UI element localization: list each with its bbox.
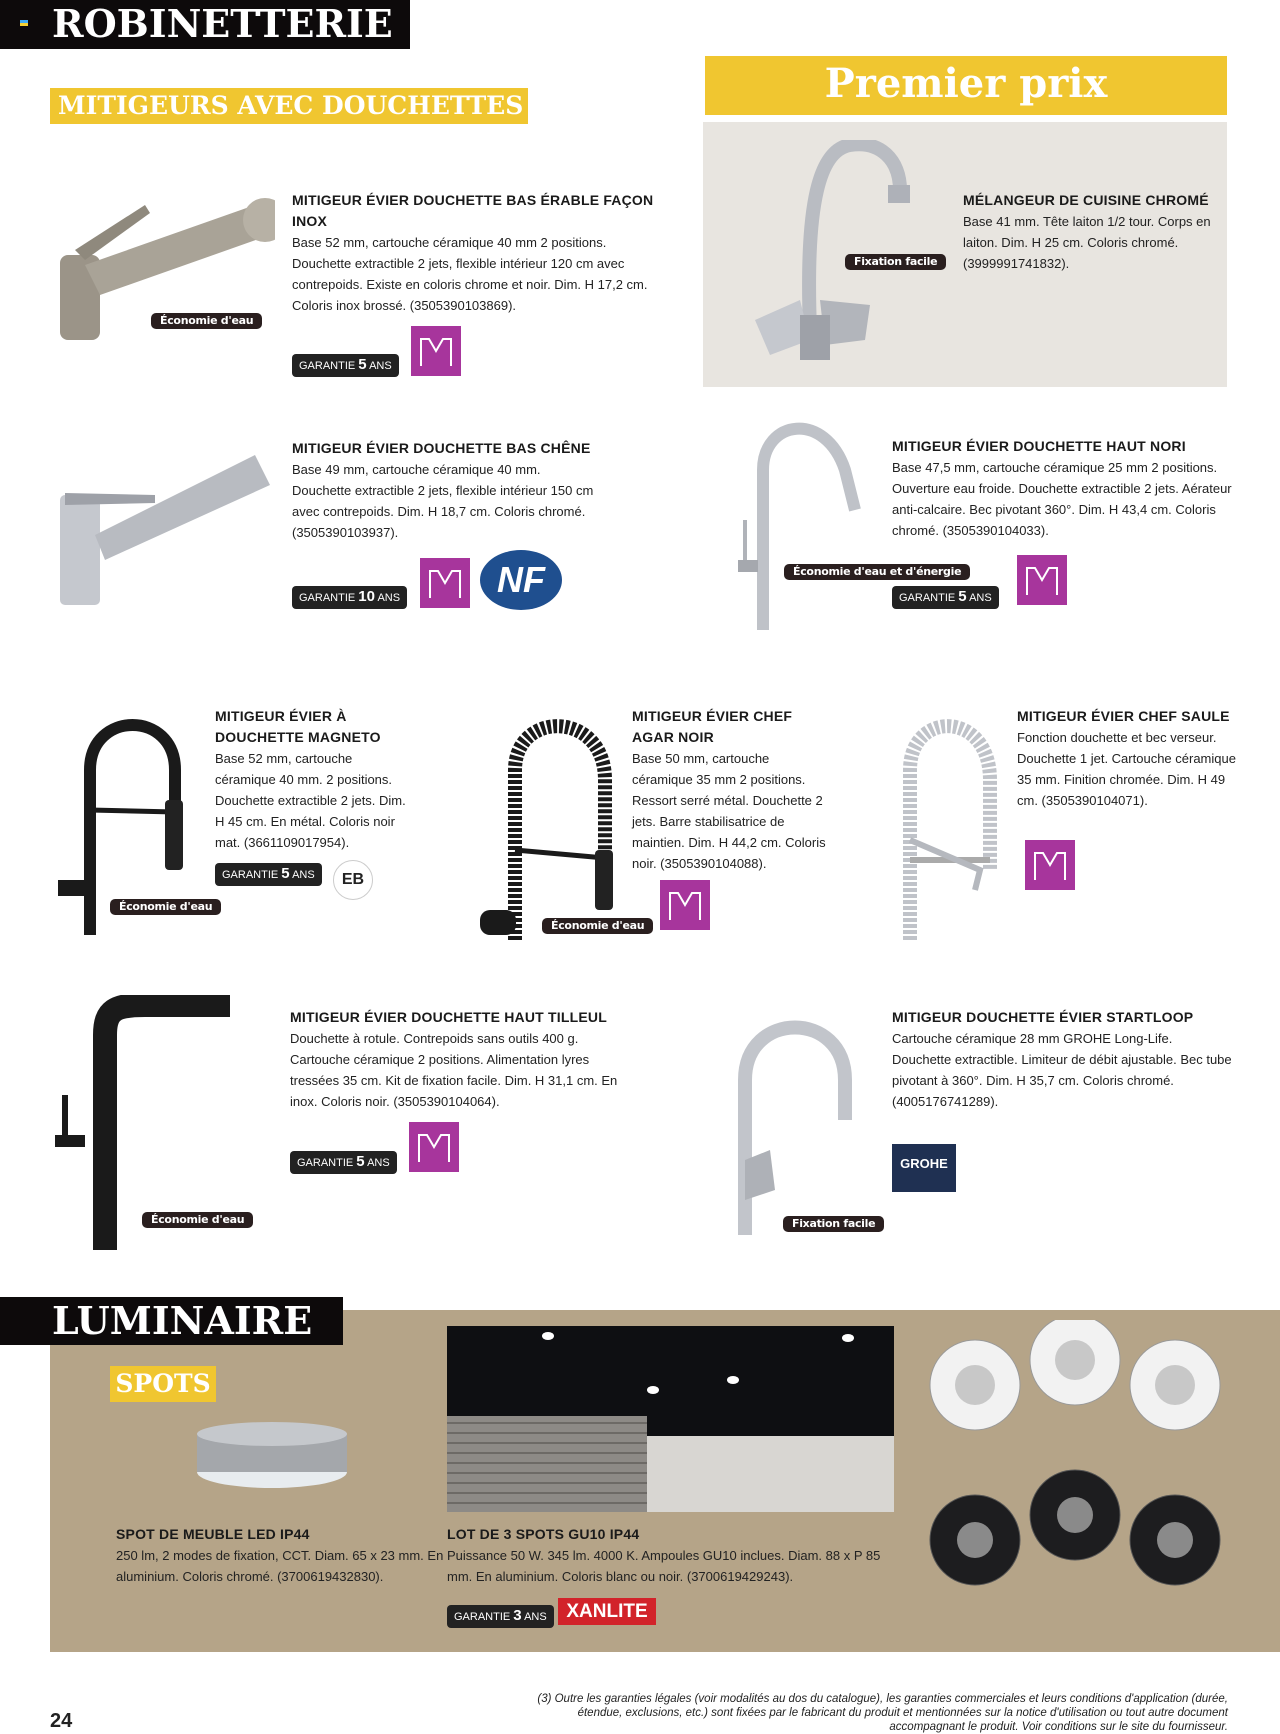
product-image-startloop — [720, 1010, 860, 1240]
product-image-nori — [735, 410, 865, 635]
product-erable — [292, 190, 662, 316]
page-number: 24 — [50, 1710, 73, 1732]
nf-logo: NF — [480, 550, 562, 610]
ambiance-photo — [447, 1326, 894, 1512]
product-nori — [892, 436, 1232, 541]
product-startloop — [892, 1007, 1232, 1112]
mode-de-vie-logo — [420, 558, 470, 608]
mode-de-vie-logo — [1017, 555, 1067, 605]
mode-de-vie-logo — [1025, 840, 1075, 890]
feature-tag: Économie d'eau — [542, 918, 653, 934]
xanlite-logo: XANLITE — [558, 1598, 656, 1625]
product-title: MITIGEUR ÉVIER DOUCHETTE HAUT TILLEUL — [290, 1009, 607, 1025]
product-image-spots-gu10 — [925, 1320, 1235, 1605]
mode-de-vie-logo — [409, 1122, 459, 1172]
section-title: ROBINETTERIE — [52, 1, 393, 46]
mode-de-vie-logo — [411, 326, 461, 376]
product-spot-meuble — [116, 1524, 456, 1587]
subsection-title: MITIGEURS AVEC DOUCHETTES — [50, 88, 528, 124]
product-melangeur — [963, 190, 1213, 274]
product-description: Douchette à rotule. Contrepoids sans outils 400 g. Cartouche céramique 2 positions. Alimentation lyres tressées 35 cm. Kit de fixation facile. Dim. H 31,1 cm. En inox. Coloris noir. (3505390104064). — [290, 1031, 618, 1109]
feature-tag: Fixation facile — [845, 254, 946, 270]
product-description: Base 49 mm, cartouche céramique 40 mm. Douchette extractible 2 jets, flexible intérieur 150 cm avec contrepoids. Dim. H 18,7 cm. Coloris chromé. (3505390103937). — [292, 462, 594, 540]
garantie-badge: GARANTIE 10 ANS — [292, 586, 407, 609]
product-magneto — [215, 706, 415, 853]
spots-label: SPOTS — [110, 1366, 216, 1402]
product-description: Base 41 mm. Tête laiton 1/2 tour. Corps en laiton. Dim. H 25 cm. Coloris chromé. (3999991741832). — [963, 214, 1211, 271]
grohe-logo: GROHE — [892, 1144, 956, 1192]
product-title: MÉLANGEUR DE CUISINE CHROMÉ — [963, 192, 1209, 208]
section-header-robinetterie — [0, 0, 410, 49]
product-title: MITIGEUR ÉVIER DOUCHETTE HAUT NORI — [892, 438, 1186, 454]
product-description: Base 47,5 mm, cartouche céramique 25 mm 2 positions. Ouverture eau froide. Douchette extractible 2 jets. Aérateur anti-calcaire. Bec pivotant 360°. Dim. H 43,4 cm. Coloris chromé. (3505390104033). — [892, 460, 1232, 538]
product-title: MITIGEUR DOUCHETTE ÉVIER STARTLOOP — [892, 1009, 1194, 1025]
garantie-badge: GARANTIE 5 ANS — [292, 354, 399, 377]
garantie-badge: GARANTIE 3 ANS — [447, 1605, 554, 1628]
product-image-saule — [880, 710, 1005, 945]
feature-tag: Fixation facile — [783, 1216, 884, 1232]
product-lot-spots — [447, 1524, 907, 1587]
product-description: Base 52 mm, cartouche céramique 40 mm 2 positions. Douchette extractible 2 jets, flexible intérieur 120 cm avec contrepoids. Existe en coloris chrome et noir. Dim. H 17,2 cm. Coloris inox brossé. (3505390103869). — [292, 235, 648, 313]
product-tilleul — [290, 1007, 620, 1112]
mode-de-vie-logo — [660, 880, 710, 930]
product-agar — [632, 706, 832, 874]
product-image-spot-meuble — [195, 1420, 350, 1490]
product-description: Puissance 50 W. 345 lm. 4000 K. Ampoules GU10 inclues. Diam. 88 x P 85 mm. En aluminium. Coloris blanc ou noir. (3700619429243). — [447, 1548, 881, 1584]
product-image-chene — [55, 445, 275, 615]
section-header-luminaire: LUMINAIRE — [0, 1297, 343, 1345]
product-title: MITIGEUR ÉVIER DOUCHETTE BAS CHÊNE — [292, 440, 591, 456]
feature-tag: Économie d'eau — [142, 1212, 253, 1228]
product-title: MITIGEUR ÉVIER À DOUCHETTE MAGNETO — [215, 708, 381, 745]
product-description: Cartouche céramique 28 mm GROHE Long-Life. Douchette extractible. Limiteur de débit ajustable. Bec tube pivotant à 360°. Dim. H 35,7 cm. Coloris chromé. (4005176741289). — [892, 1031, 1232, 1109]
footnote: (3) Outre les garanties légales (voir modalités au dos du catalogue), les garanties commerciales et leurs conditions d'application (durée, étendue, exclusions, etc.) sont fixées par le fabricant du produit et mentionnées sur la notice d'utilisation ou tout autre document accompagnant le produit. Voir conditions sur le site du fournisseur. — [537, 1693, 1228, 1733]
product-image-agar — [475, 710, 615, 945]
product-description: Base 50 mm, cartouche céramique 35 mm 2 positions. Ressort serré métal. Douchette 2 jets. Barre stabilisatrice de maintien. Dim. H 44,2 cm. Coloris noir. (3505390104088). — [632, 751, 826, 871]
feature-tag: Économie d'eau — [110, 899, 221, 915]
product-chene — [292, 438, 602, 543]
product-description: Base 52 mm, cartouche céramique 40 mm. 2 positions. Douchette extractible 2 jets. Dim. H 45 cm. En métal. Coloris noir mat. (3661109017954). — [215, 751, 406, 850]
product-description: Fonction douchette et bec verseur. Douchette 1 jet. Cartouche céramique 35 mm. Finition chromée. Dim. H 49 cm. (3505390104071). — [1017, 730, 1236, 808]
feature-tag: Économie d'eau et d'énergie — [784, 564, 970, 580]
product-title: MITIGEUR ÉVIER DOUCHETTE BAS ÉRABLE FAÇON INOX — [292, 192, 654, 229]
premier-prix-banner: Premier prix — [705, 56, 1227, 115]
product-saule — [1017, 706, 1237, 811]
product-title: MITIGEUR ÉVIER CHEF AGAR NOIR — [632, 708, 793, 745]
garantie-badge: GARANTIE 5 ANS — [215, 863, 322, 886]
garantie-badge: GARANTIE 5 ANS — [290, 1151, 397, 1174]
garantie-badge: GARANTIE 5 ANS — [892, 586, 999, 609]
product-description: 250 lm, 2 modes de fixation, CCT. Diam. 65 x 23 mm. En aluminium. Coloris chromé. (3700619432830). — [116, 1548, 444, 1584]
flag-icon — [20, 20, 28, 26]
product-title: LOT DE 3 SPOTS GU10 IP44 — [447, 1526, 640, 1542]
product-title: SPOT DE MEUBLE LED IP44 — [116, 1526, 310, 1542]
feature-tag: Économie d'eau — [151, 313, 262, 329]
product-title: MITIGEUR ÉVIER CHEF SAULE — [1017, 708, 1230, 724]
eb-logo: EB — [333, 860, 373, 900]
